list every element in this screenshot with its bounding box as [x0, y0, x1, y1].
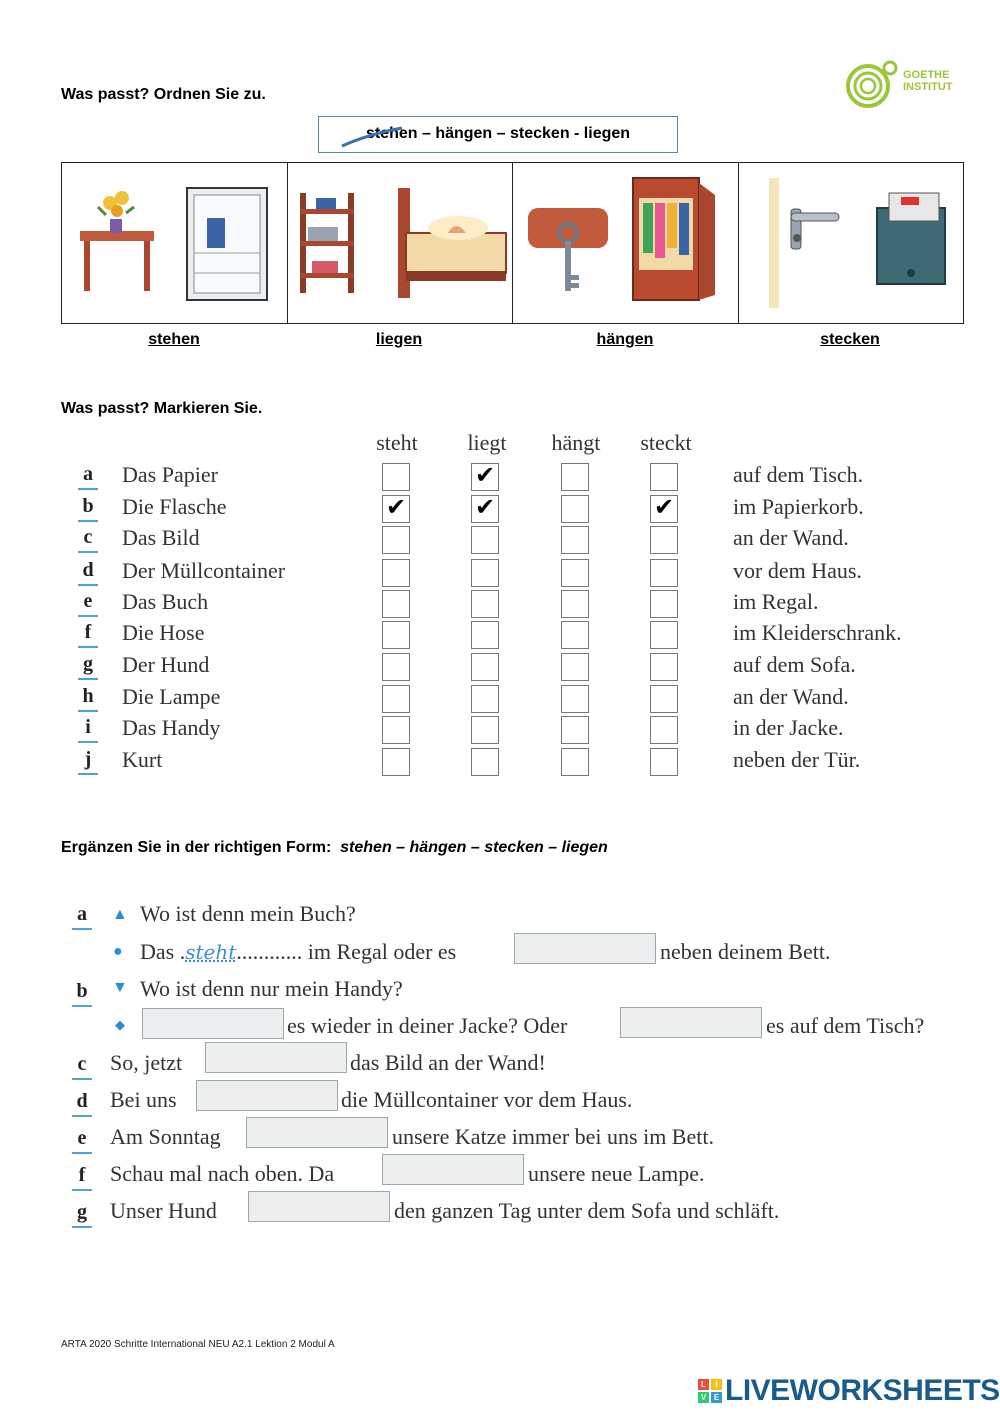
item-d-pre: Bei uns	[110, 1087, 177, 1112]
checkbox-liegt[interactable]	[471, 621, 499, 649]
item-d-letter: d	[72, 1090, 92, 1113]
row-subject: Das Handy	[122, 715, 221, 740]
column-steht: steht	[376, 430, 418, 455]
row-letter: h	[78, 685, 98, 708]
diamond-bullet-icon: ◆	[115, 1017, 125, 1032]
gap-e[interactable]	[246, 1117, 388, 1148]
checkbox-liegt[interactable]	[471, 495, 499, 523]
row-subject: Das Bild	[122, 525, 200, 550]
checkbox-liegt[interactable]	[471, 653, 499, 681]
checkbox-steht[interactable]	[382, 463, 410, 491]
item-c-letter: c	[72, 1053, 92, 1076]
checkbox-steht[interactable]	[382, 621, 410, 649]
key-wardrobe-illustration	[513, 163, 738, 323]
section3-heading: Ergänzen Sie in der richtigen Form: stehen – hängen – stecken – liegen	[61, 839, 608, 856]
item-a-letter: a	[72, 903, 92, 926]
column-haengt: hängt	[551, 430, 601, 455]
checkbox-steckt[interactable]	[650, 590, 678, 618]
checkbox-steckt[interactable]	[650, 621, 678, 649]
strike-mark	[340, 120, 420, 150]
checkbox-hängt[interactable]	[561, 463, 589, 491]
item-e-post: unsere Katze immer bei uns im Bett.	[392, 1124, 714, 1149]
image-cell-stehen	[62, 163, 288, 323]
image-grid	[61, 162, 964, 324]
row-place: im Kleiderschrank.	[733, 620, 902, 645]
checkbox-hängt[interactable]	[561, 685, 589, 713]
checkbox-hängt[interactable]	[561, 526, 589, 554]
item-d-post: die Müllcontainer vor dem Haus.	[341, 1087, 633, 1112]
section2-heading: Was passt? Markieren Sie.	[61, 400, 263, 417]
label-stecken: stecken	[820, 331, 880, 348]
gap-a2[interactable]	[514, 933, 656, 964]
row-place: auf dem Tisch.	[733, 462, 864, 487]
row-letter: i	[78, 716, 98, 739]
gap-b2[interactable]	[620, 1007, 762, 1038]
item-e-letter: e	[72, 1127, 92, 1150]
image-cell-liegen	[288, 163, 514, 323]
verb-box: stehen – hängen – stecken - liegen	[318, 116, 678, 153]
row-letter: a	[78, 463, 98, 486]
row-place: in der Jacke.	[733, 715, 844, 740]
row-place: auf dem Sofa.	[733, 652, 856, 677]
checkbox-hängt[interactable]	[561, 590, 589, 618]
gap-g[interactable]	[248, 1191, 390, 1222]
goethe-logo	[846, 60, 956, 110]
row-place: vor dem Haus.	[733, 558, 862, 583]
table-fridge-illustration	[62, 163, 287, 323]
checkmark-icon: ✔	[475, 493, 496, 521]
checkbox-liegt[interactable]	[471, 716, 499, 744]
item-f-pre: Schau mal nach oben. Da	[110, 1161, 335, 1186]
checkbox-steht[interactable]	[382, 526, 410, 554]
checkbox-steckt[interactable]	[650, 716, 678, 744]
row-place: im Papierkorb.	[733, 494, 864, 519]
checkmark-icon: ✔	[654, 493, 675, 521]
checkbox-steht[interactable]	[382, 716, 410, 744]
goethe-logo-icon	[846, 60, 902, 110]
checkbox-steht[interactable]	[382, 495, 410, 523]
row-subject: Das Buch	[122, 589, 209, 614]
item-c-pre: So, jetzt	[110, 1050, 183, 1075]
label-stehen: stehen	[148, 331, 200, 348]
goethe-logo-text: GOETHE INSTITUT	[903, 69, 953, 93]
checkbox-steht[interactable]	[382, 748, 410, 776]
checkbox-liegt[interactable]	[471, 526, 499, 554]
checkbox-hängt[interactable]	[561, 559, 589, 587]
example-answer: steht	[185, 940, 237, 964]
checkbox-hängt[interactable]	[561, 495, 589, 523]
checkbox-steckt[interactable]	[650, 463, 678, 491]
gap-c[interactable]	[205, 1042, 347, 1073]
checkbox-steckt[interactable]	[650, 495, 678, 523]
item-b-letter: b	[72, 980, 92, 1003]
checkbox-liegt[interactable]	[471, 463, 499, 491]
row-letter: g	[78, 653, 98, 676]
item-a-answer-end: neben deinem Bett.	[660, 939, 831, 964]
item-g-letter: g	[72, 1201, 92, 1224]
row-letter: j	[78, 748, 98, 771]
checkmark-icon: ✔	[386, 493, 407, 521]
row-letter: c	[78, 526, 98, 549]
row-letter: f	[78, 621, 98, 644]
checkbox-steckt[interactable]	[650, 559, 678, 587]
item-b-answer-end: es auf dem Tisch?	[766, 1013, 925, 1038]
gap-f[interactable]	[382, 1154, 524, 1185]
door-mailbox-illustration	[739, 163, 964, 323]
checkbox-steckt[interactable]	[650, 526, 678, 554]
checkbox-steht[interactable]	[382, 559, 410, 587]
column-steckt: steckt	[640, 430, 692, 455]
item-b-answer-mid: es wieder in deiner Jacke? Oder	[287, 1013, 568, 1038]
checkbox-liegt[interactable]	[471, 748, 499, 776]
row-place: im Regal.	[733, 589, 819, 614]
item-a-question: Wo ist denn mein Buch?	[140, 901, 356, 926]
liveworksheets-squares-icon: L I V E	[698, 1379, 722, 1403]
image-cell-haengen	[513, 163, 739, 323]
row-subject: Die Hose	[122, 620, 205, 645]
item-g-post: den ganzen Tag unter dem Sofa und schläft.	[394, 1198, 780, 1223]
item-b-question: Wo ist denn nur mein Handy?	[140, 976, 403, 1001]
checkbox-liegt[interactable]	[471, 685, 499, 713]
row-place: an der Wand.	[733, 684, 849, 709]
item-g-pre: Unser Hund	[110, 1198, 217, 1223]
row-subject: Die Flasche	[122, 494, 227, 519]
row-subject: Der Hund	[122, 652, 210, 677]
checkbox-steckt[interactable]	[650, 748, 678, 776]
item-a-answer: Das .steht............ im Regal oder es	[140, 939, 457, 964]
label-liegen: liegen	[375, 331, 423, 348]
liveworksheets-logo[interactable]	[698, 1376, 1000, 1406]
item-f-letter: f	[72, 1164, 92, 1187]
row-letter: d	[78, 559, 98, 582]
item-f-post: unsere neue Lampe.	[528, 1161, 705, 1186]
checkbox-hängt[interactable]	[561, 621, 589, 649]
circle-bullet-icon: ●	[113, 943, 123, 960]
shelf-bed-illustration	[288, 163, 513, 323]
triangle-down-icon: ▼	[112, 979, 128, 996]
checkbox-steckt[interactable]	[650, 685, 678, 713]
row-place: neben der Tür.	[733, 747, 861, 772]
checkmark-icon: ✔	[475, 461, 496, 489]
triangle-up-icon: ▲	[112, 906, 128, 923]
section1-heading: Was passt? Ordnen Sie zu.	[61, 86, 266, 103]
row-place: an der Wand.	[733, 525, 849, 550]
checkbox-steht[interactable]	[382, 653, 410, 681]
row-subject: Kurt	[122, 747, 163, 772]
checkbox-hängt[interactable]	[561, 748, 589, 776]
image-cell-stecken	[739, 163, 964, 323]
row-letter: e	[78, 590, 98, 613]
liveworksheets-text: LIVEWORKSHEETS	[725, 1374, 1000, 1407]
checkbox-liegt[interactable]	[471, 559, 499, 587]
row-letter: b	[78, 495, 98, 518]
checkbox-steht[interactable]	[382, 685, 410, 713]
column-liegt: liegt	[467, 430, 507, 455]
checkbox-steckt[interactable]	[650, 653, 678, 681]
checkbox-liegt[interactable]	[471, 590, 499, 618]
gap-b1[interactable]	[142, 1008, 284, 1039]
item-c-post: das Bild an der Wand!	[350, 1050, 546, 1075]
row-subject: Die Lampe	[122, 684, 221, 709]
label-haengen: hängen	[596, 331, 654, 348]
gap-d[interactable]	[196, 1080, 338, 1111]
item-e-pre: Am Sonntag	[110, 1124, 221, 1149]
row-subject: Der Müllcontainer	[122, 558, 286, 583]
checkbox-hängt[interactable]	[561, 716, 589, 744]
row-subject: Das Papier	[122, 462, 218, 487]
footer-text: ARTA 2020 Schritte International NEU A2.1 Lektion 2 Modul A	[61, 1339, 335, 1350]
checkbox-hängt[interactable]	[561, 653, 589, 681]
checkbox-steht[interactable]	[382, 590, 410, 618]
